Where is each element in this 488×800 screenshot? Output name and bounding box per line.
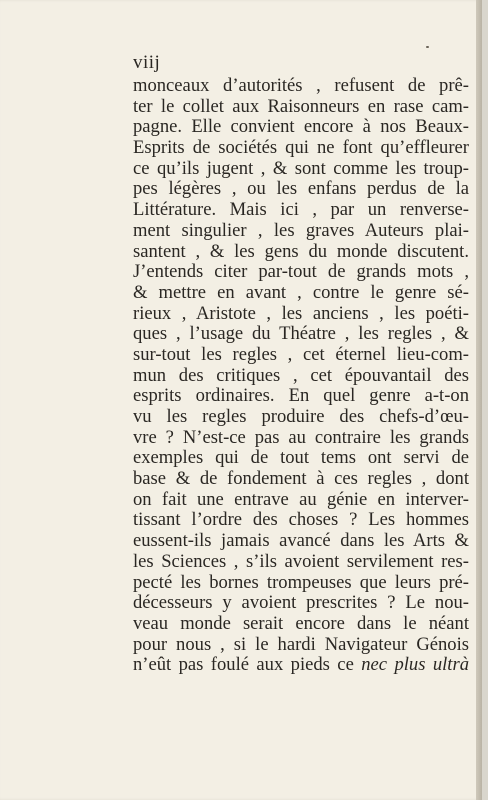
text-line: santent , & les gens du monde discutent. — [133, 240, 469, 262]
text-line: pecté les bornes trompeuses que leurs pré- — [133, 571, 469, 593]
text-line: tissant l’ordre des choses ? Les hommes — [133, 509, 469, 531]
text-line: Esprits de sociétés qui ne font qu’effleurer — [133, 137, 469, 159]
text-line: pes légères , ou les enfans perdus de la — [133, 178, 469, 200]
text-line: esprits ordinaires. En quel genre a-t-on — [133, 385, 469, 407]
text-line-last — [133, 655, 469, 676]
text-block — [133, 76, 469, 676]
text-line: ce qu’ils jugent , & sont comme les troup- — [133, 157, 469, 179]
last-line-italic: nec plus ultrà — [361, 654, 470, 676]
text-line: on fait une entrave au génie en interver- — [133, 488, 469, 510]
page-number: viij — [133, 52, 161, 73]
text-line: J’entends citer par-tout de grands mots , — [133, 261, 469, 283]
text-line: exemples qui de tout tems ont servi de — [133, 447, 469, 469]
text-line: ment singulier , les graves Auteurs plai- — [133, 219, 469, 241]
text-line: décesseurs y avoient prescrites ? Le nou- — [133, 592, 469, 614]
text-line: vre ? N’est-ce pas au contraire les grands — [133, 426, 469, 448]
ink-speck — [426, 46, 429, 48]
text-line: eussent-ils jamais avancé dans les Arts & — [133, 530, 469, 552]
text-line: monceaux d’autorités , refusent de prê- — [133, 75, 469, 96]
text-line: sur-tout les regles , cet éternel lieu-com- — [133, 343, 469, 365]
text-line: les Sciences , s’ils avoient servilement res- — [133, 550, 469, 572]
text-line: mun des critiques , cet épouvantail des — [133, 364, 469, 386]
text-line: Littérature. Mais ici , par un renverse- — [133, 199, 469, 221]
text-line: vu les regles produire des chefs-d’œu- — [133, 406, 469, 427]
last-line-roman: n’eût pas foulé aux pieds ce — [133, 654, 362, 676]
text-line: base & de fondement à ces regles , dont — [133, 468, 469, 490]
text-line: ques , l’usage du Théatre , les regles , & — [133, 323, 469, 345]
text-line: pour nous , si le hardi Navigateur Génois — [133, 633, 469, 655]
page-edge — [476, 0, 482, 800]
text-line: ter le collet aux Raisonneurs en rase cam- — [133, 95, 469, 117]
text-line: veau monde serait encore dans le néant — [133, 612, 469, 634]
text-line: rieux , Aristote , les anciens , les poéti- — [133, 302, 469, 324]
text-line: pagne. Elle convient encore à nos Beaux- — [133, 116, 469, 138]
text-line: & mettre en avant , contre le genre sé- — [133, 281, 469, 303]
